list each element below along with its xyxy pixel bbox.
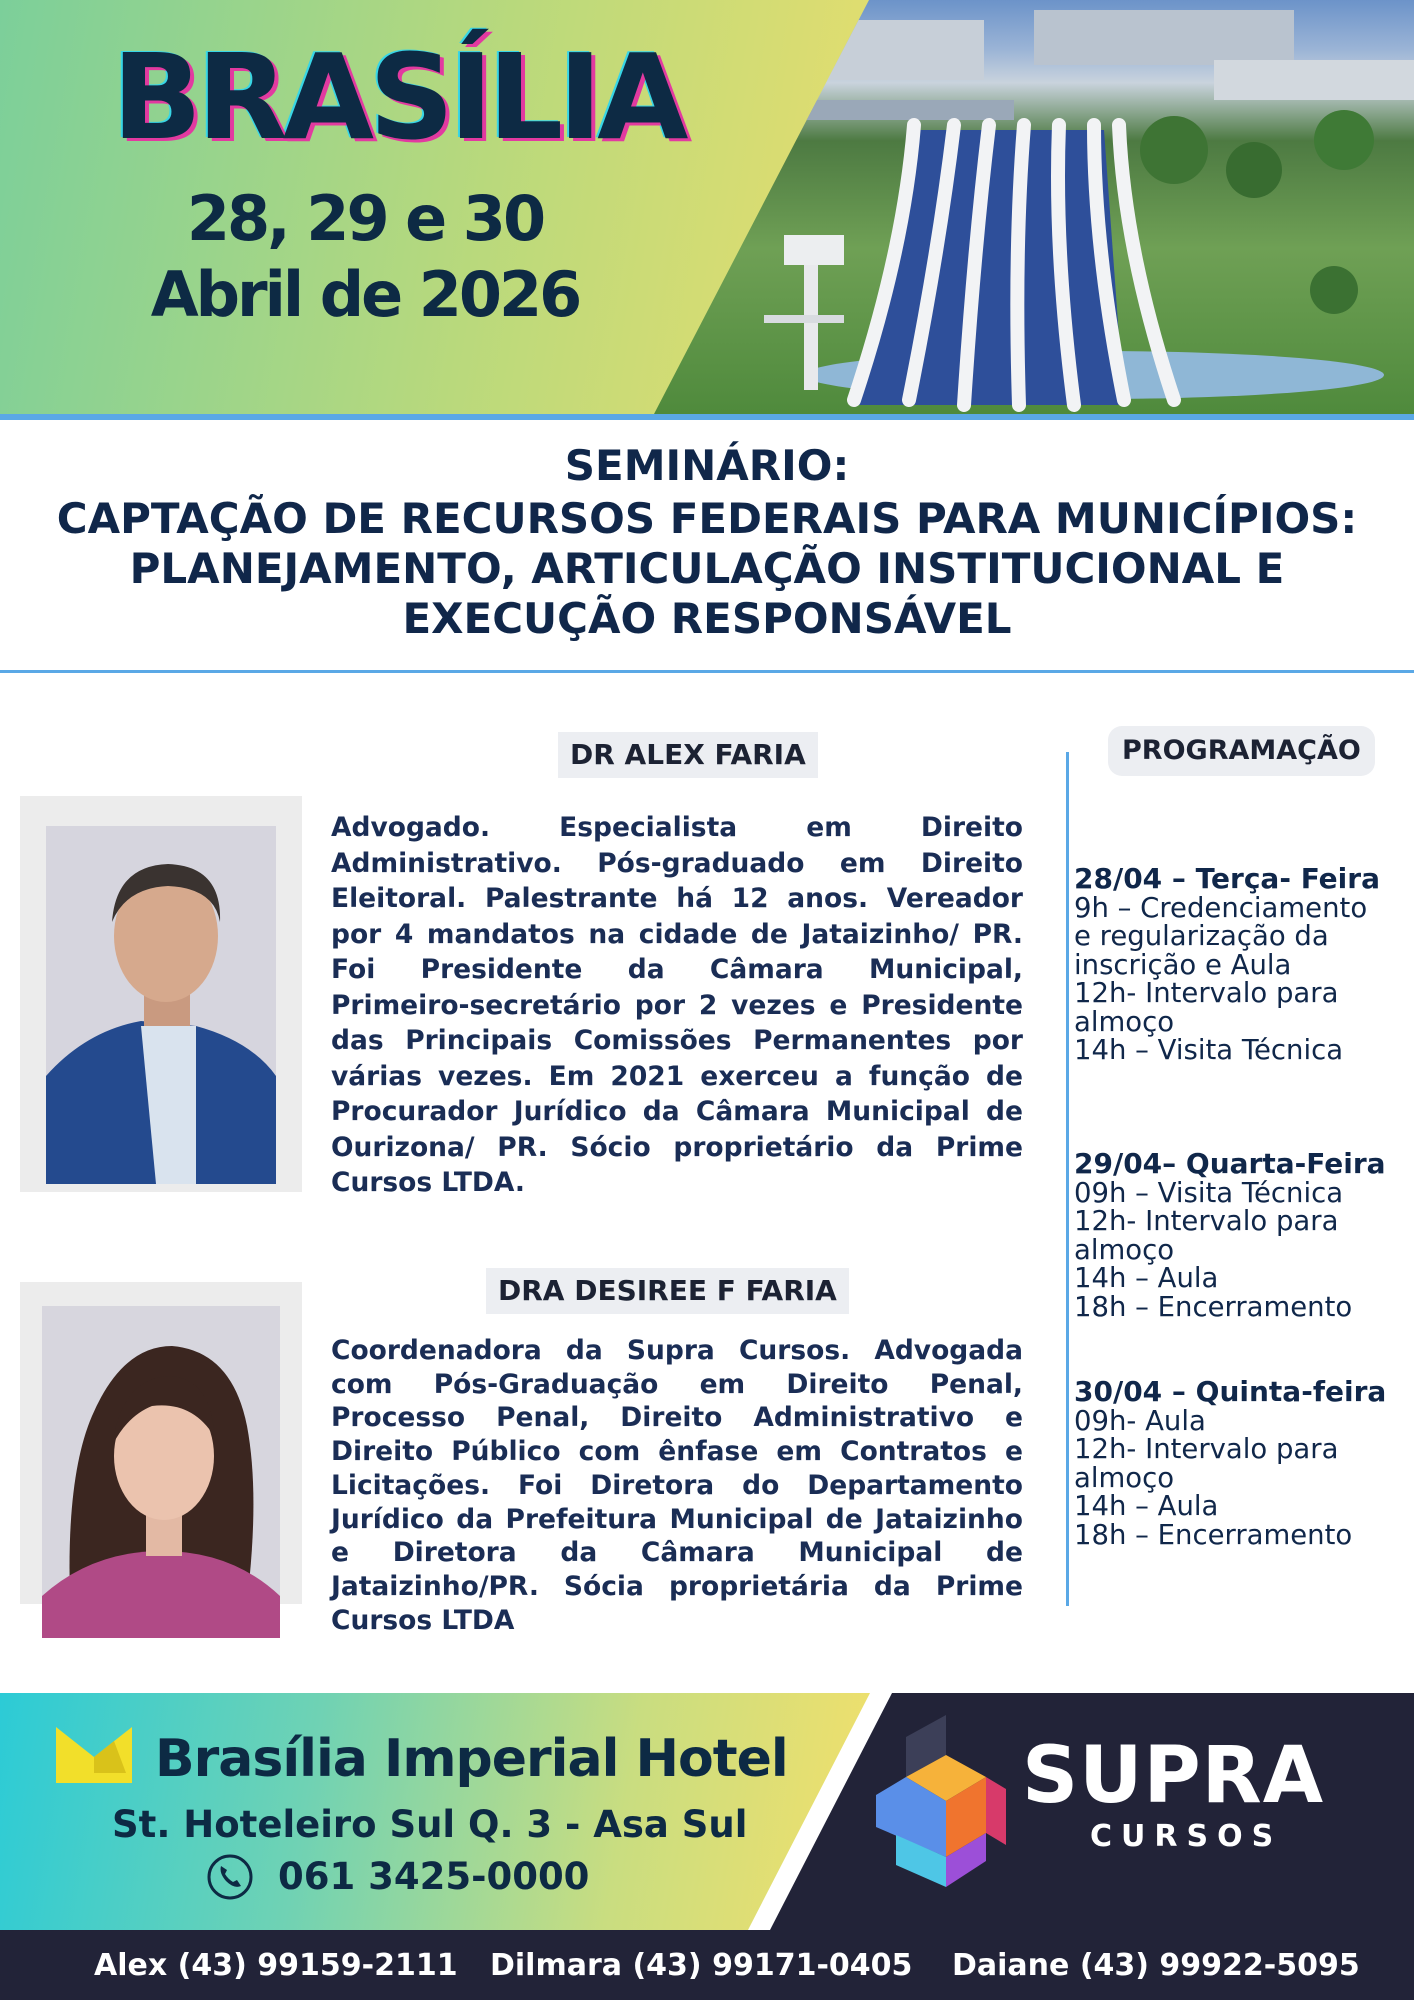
program-day bbox=[1074, 862, 1414, 1067]
seminar-title-line-2: PLANEJAMENTO, ARTICULAÇÃO INSTITUCIONAL E bbox=[129, 544, 1285, 593]
contacts-bar bbox=[0, 1930, 1414, 2000]
speaker-name: DRA DESIREE F FARIA bbox=[486, 1268, 849, 1314]
program-item: e regularização da bbox=[1074, 920, 1329, 953]
program-day bbox=[1074, 1149, 1414, 1321]
program-item: 12h- Intervalo para bbox=[1074, 977, 1339, 1010]
seminar-title-line-1: CAPTAÇÃO DE RECURSOS FEDERAIS PARA MUNICÍPIOS: bbox=[56, 494, 1358, 543]
portrait-woman bbox=[42, 1306, 280, 1638]
program-item: 09h- Aula bbox=[1074, 1405, 1206, 1437]
seminar-title-line-3: EXECUÇÃO RESPONSÁVEL bbox=[402, 594, 1012, 643]
venue-name: Brasília Imperial Hotel bbox=[155, 1729, 788, 1789]
header-banner bbox=[0, 0, 1414, 414]
speaker-photo-desiree bbox=[42, 1306, 280, 1638]
organizer-name: SUPRA bbox=[1022, 1731, 1325, 1821]
portrait-man bbox=[46, 826, 276, 1184]
phone-icon bbox=[206, 1853, 254, 1901]
program-item: 14h – Aula bbox=[1074, 1490, 1219, 1523]
program-item: 18h – Encerramento bbox=[1074, 1518, 1353, 1551]
cathedral-illustration bbox=[654, 0, 1414, 414]
seminar-heading bbox=[20, 438, 1394, 644]
event-dates: 28, 29 e 30 bbox=[186, 182, 544, 255]
city-title: BRASÍLIA bbox=[112, 28, 684, 166]
program-item: 12h- Intervalo para bbox=[1074, 1433, 1339, 1466]
contact-phone: Alex (43) 99159-2111 bbox=[94, 1948, 458, 1983]
program-item: 14h – Visita Técnica bbox=[1074, 1034, 1344, 1067]
program-item: inscrição e Aula bbox=[1074, 948, 1292, 981]
program-item: 14h – Aula bbox=[1074, 1262, 1219, 1295]
program-day bbox=[1074, 1377, 1414, 1549]
cathedral-photo bbox=[654, 0, 1414, 414]
footer-banner bbox=[0, 1693, 1414, 1930]
event-month-year: Abril de 2026 bbox=[150, 258, 580, 331]
program-day-title: 30/04 – Quinta-feira bbox=[1074, 1375, 1387, 1408]
seminar-label: SEMINÁRIO: bbox=[564, 441, 850, 490]
contact-phone: Daiane (43) 99922-5095 bbox=[952, 1948, 1360, 1983]
program-day-title: 28/04 – Terça- Feira bbox=[1074, 862, 1380, 895]
program-item: 9h – Credenciamento bbox=[1074, 892, 1368, 924]
program-item: 09h – Visita Técnica bbox=[1074, 1177, 1344, 1209]
program-item: 18h – Encerramento bbox=[1074, 1290, 1353, 1323]
speaker-name: DR ALEX FARIA bbox=[558, 732, 818, 778]
program-item: almoço bbox=[1074, 1005, 1175, 1038]
program-title: PROGRAMAÇÃO bbox=[1108, 726, 1375, 776]
contact-phone: Dilmara (43) 99171-0405 bbox=[490, 1948, 913, 1983]
venue-phone: 061 3425-0000 bbox=[278, 1855, 590, 1898]
program-divider bbox=[1066, 752, 1069, 1606]
hotel-crown-logo bbox=[56, 1727, 132, 1785]
speaker-bio: Advogado. Especialista em Direito Administrativo. Pós-graduado em Direito Eleitoral. Palestrante há 12 anos. Vereador por 4 mandatos na cidade de Jataizinho/ PR. Foi Presidente da Câmara Municipal, Primeiro-secretário por 2 vezes e Presidente das Principais Comissões Permanentes por várias vezes. Em 2021 exerceu a função de Procurador Jurídico da Câmara Municipal de Ourizona/ PR. Sócio proprietário da Prime Cursos LTDA. bbox=[331, 812, 1023, 1198]
section-divider bbox=[0, 670, 1414, 673]
organizer-subtitle: CURSOS bbox=[1090, 1819, 1283, 1854]
speaker-photo-alex bbox=[46, 826, 276, 1184]
program-day-title: 29/04– Quarta-Feira bbox=[1074, 1147, 1386, 1180]
speaker-bio: Coordenadora da Supra Cursos. Advogada com Pós-Graduação em Direito Penal, Processo Penal, Direito Administrativo e Direito Público com ênfase em Contratos e Licitações. Foi Diretora do Departamento Jurídico da Prefeitura Municipal de Jataizinho e Diretora da Câmara Municipal de Jataizinho/PR. Sócia proprietária da Prime Cursos LTDA bbox=[331, 1335, 1023, 1636]
program-item: almoço bbox=[1074, 1233, 1175, 1266]
program-item: almoço bbox=[1074, 1461, 1175, 1494]
venue-address: St. Hoteleiro Sul Q. 3 - Asa Sul bbox=[112, 1803, 748, 1846]
supra-cube-logo bbox=[876, 1715, 1006, 1887]
program-item: 12h- Intervalo para bbox=[1074, 1205, 1339, 1238]
header-divider bbox=[0, 414, 1414, 420]
